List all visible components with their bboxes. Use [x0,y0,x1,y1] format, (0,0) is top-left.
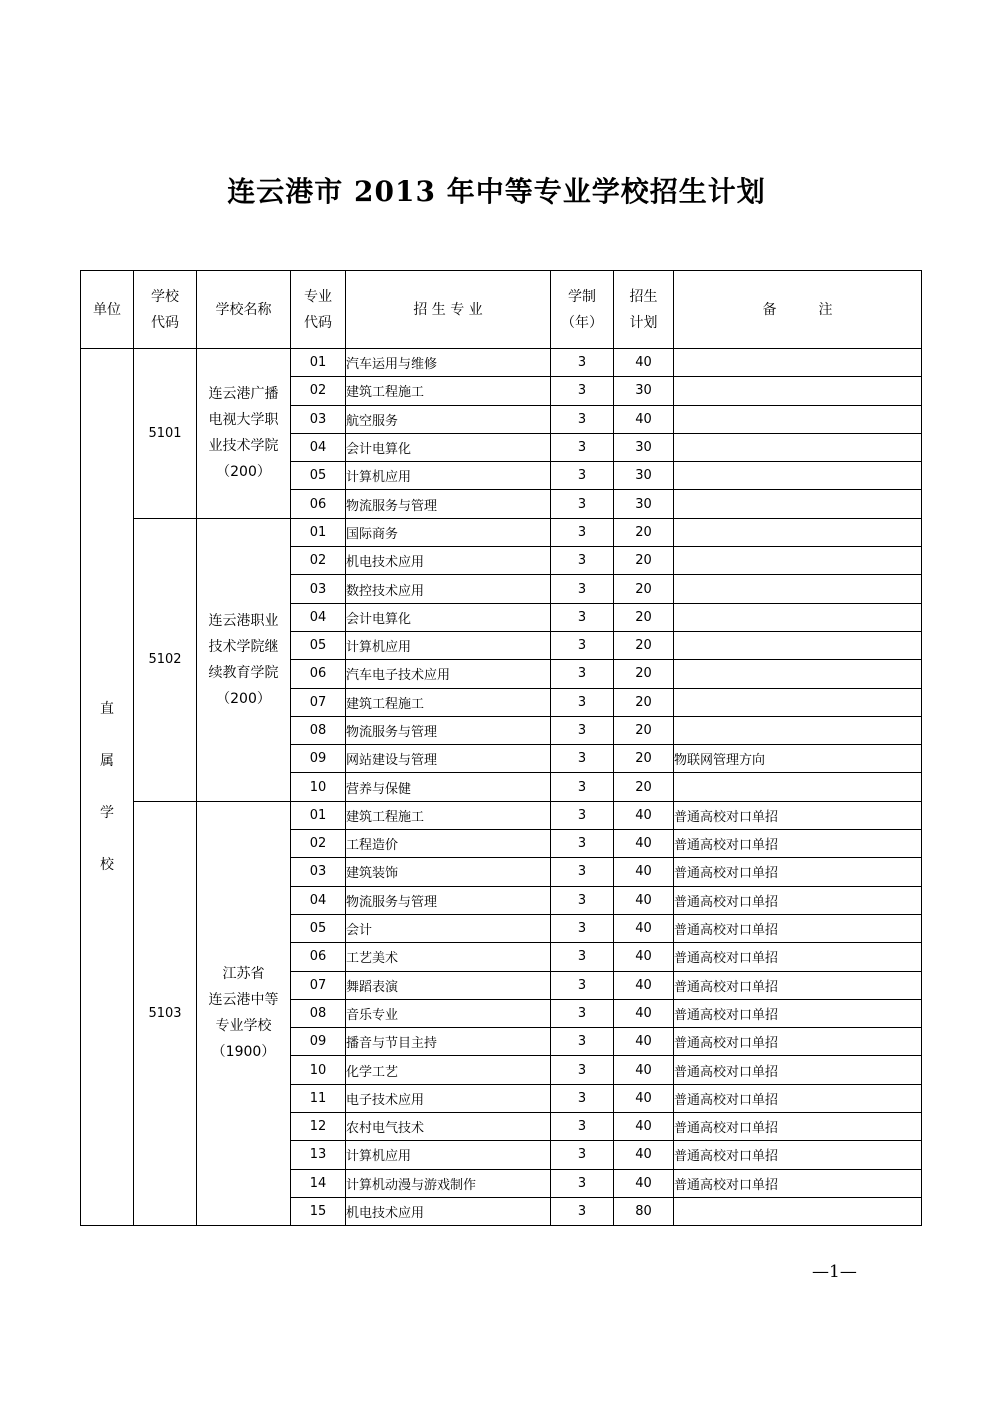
duration-cell: 3 [551,716,614,744]
remark-cell [674,518,922,546]
major-code-cell: 03 [291,858,346,886]
major-code-cell: 15 [291,1197,346,1225]
major-name-cell: 汽车运用与维修 [346,349,551,377]
remark-cell [674,660,922,688]
unit-char: 直 [100,701,114,718]
plan-cell: 30 [614,433,674,461]
table-row [81,518,922,546]
major-name-cell: 会计电算化 [346,603,551,631]
duration-cell: 3 [551,773,614,801]
major-code-cell: 09 [291,1028,346,1056]
remark-cell: 普通高校对口单招 [674,830,922,858]
major-code-cell: 02 [291,547,346,575]
school-name-cell [197,801,291,1225]
major-code-cell: 07 [291,971,346,999]
remark-cell [674,490,922,518]
remark-cell [674,688,922,716]
remark-cell [674,716,922,744]
remark-cell [674,405,922,433]
header-remark: 备 注 [674,271,922,349]
plan-cell: 40 [614,349,674,377]
major-name-cell: 建筑工程施工 [346,688,551,716]
unit-char: 学 [100,805,114,822]
major-code-cell: 07 [291,688,346,716]
major-code-cell: 01 [291,349,346,377]
duration-cell: 3 [551,1113,614,1141]
school-name-line: （200） [216,690,271,707]
school-name-cell [197,518,291,801]
duration-cell: 3 [551,377,614,405]
major-name-cell: 机电技术应用 [346,1197,551,1225]
major-name-cell: 数控技术应用 [346,575,551,603]
remark-cell: 普通高校对口单招 [674,1113,922,1141]
major-name-cell: 化学工艺 [346,1056,551,1084]
remark-cell: 物联网管理方向 [674,745,922,773]
duration-cell: 3 [551,745,614,773]
remark-cell: 普通高校对口单招 [674,858,922,886]
header-school-code: 学校 代码 [134,271,197,349]
major-code-cell: 04 [291,886,346,914]
school-name-line: 连云港职业 [208,612,279,629]
major-name-cell: 计算机应用 [346,1141,551,1169]
page-number: —1— [812,1262,857,1282]
plan-cell: 20 [614,745,674,773]
school-name-line: （1900） [211,1044,276,1061]
remark-cell: 普通高校对口单招 [674,1028,922,1056]
school-code-cell: 5102 [134,518,197,801]
duration-cell: 3 [551,660,614,688]
enrollment-plan-table [80,270,922,1226]
page-title: 连云港市 2013 年中等专业学校招生计划 [227,175,766,208]
major-code-cell: 05 [291,631,346,659]
plan-cell: 40 [614,1141,674,1169]
duration-cell: 3 [551,575,614,603]
table-row [81,801,922,829]
major-code-cell: 08 [291,716,346,744]
remark-cell [674,377,922,405]
plan-cell: 40 [614,971,674,999]
duration-cell: 3 [551,886,614,914]
remark-cell: 普通高校对口单招 [674,914,922,942]
major-name-cell: 计算机应用 [346,462,551,490]
major-name-cell: 农村电气技术 [346,1113,551,1141]
school-name-line: （200） [216,464,271,481]
major-code-cell: 01 [291,801,346,829]
major-code-cell: 02 [291,377,346,405]
unit-char: 属 [100,753,114,770]
remark-cell: 普通高校对口单招 [674,1084,922,1112]
major-name-cell: 工程造价 [346,830,551,858]
duration-cell: 3 [551,433,614,461]
duration-cell: 3 [551,914,614,942]
major-code-cell: 13 [291,1141,346,1169]
remark-cell: 普通高校对口单招 [674,1169,922,1197]
major-name-cell: 建筑工程施工 [346,377,551,405]
header-duration: 学制 （年） [551,271,614,349]
remark-cell [674,433,922,461]
plan-cell: 40 [614,830,674,858]
major-code-cell: 10 [291,1056,346,1084]
duration-cell: 3 [551,688,614,716]
major-name-cell: 物流服务与管理 [346,490,551,518]
remark-cell [674,462,922,490]
header-major: 招 生 专 业 [346,271,551,349]
major-code-cell: 04 [291,603,346,631]
school-name-line: 连云港中等 [208,992,279,1009]
plan-cell: 40 [614,886,674,914]
plan-cell: 40 [614,801,674,829]
school-name-line: 业技术学院 [208,438,279,455]
header-major-code: 专业 代码 [291,271,346,349]
major-name-cell: 营养与保健 [346,773,551,801]
plan-cell: 40 [614,1169,674,1197]
duration-cell: 3 [551,1169,614,1197]
plan-cell: 20 [614,773,674,801]
major-name-cell: 电子技术应用 [346,1084,551,1112]
major-code-cell: 08 [291,999,346,1027]
duration-cell: 3 [551,1028,614,1056]
school-name-line: 江苏省 [222,966,265,983]
remark-cell: 普通高校对口单招 [674,971,922,999]
major-name-cell: 物流服务与管理 [346,716,551,744]
duration-cell: 3 [551,858,614,886]
plan-cell: 20 [614,631,674,659]
plan-cell: 40 [614,943,674,971]
major-code-cell: 06 [291,943,346,971]
plan-cell: 80 [614,1197,674,1225]
major-code-cell: 03 [291,405,346,433]
duration-cell: 3 [551,349,614,377]
unit-char: 校 [100,857,114,874]
plan-cell: 40 [614,914,674,942]
major-code-cell: 06 [291,660,346,688]
duration-cell: 3 [551,1056,614,1084]
plan-cell: 30 [614,462,674,490]
school-name-line: 连云港广播 [208,386,279,403]
plan-cell: 20 [614,688,674,716]
school-name-cell [197,349,291,519]
school-name-line: 技术学院继 [208,638,279,655]
plan-cell: 30 [614,490,674,518]
major-name-cell: 网站建设与管理 [346,745,551,773]
plan-cell: 40 [614,1084,674,1112]
major-code-cell: 11 [291,1084,346,1112]
duration-cell: 3 [551,801,614,829]
school-name-line: 续教育学院 [208,664,279,681]
duration-cell: 3 [551,490,614,518]
plan-cell: 40 [614,858,674,886]
major-name-cell: 建筑工程施工 [346,801,551,829]
plan-cell: 30 [614,377,674,405]
major-name-cell: 工艺美术 [346,943,551,971]
remark-cell [674,547,922,575]
header-plan: 招生 计划 [614,271,674,349]
major-code-cell: 02 [291,830,346,858]
duration-cell: 3 [551,999,614,1027]
major-code-cell: 12 [291,1113,346,1141]
plan-cell: 40 [614,1056,674,1084]
duration-cell: 3 [551,518,614,546]
major-code-cell: 05 [291,914,346,942]
remark-cell: 普通高校对口单招 [674,801,922,829]
duration-cell: 3 [551,405,614,433]
unit-cell [81,349,134,1226]
school-name-line: 专业学校 [215,1018,272,1035]
remark-cell [674,349,922,377]
major-code-cell: 03 [291,575,346,603]
table-header-row [81,271,922,349]
remark-cell [674,575,922,603]
major-code-cell: 04 [291,433,346,461]
major-code-cell: 09 [291,745,346,773]
major-name-cell: 物流服务与管理 [346,886,551,914]
major-name-cell: 建筑装饰 [346,858,551,886]
remark-cell: 普通高校对口单招 [674,886,922,914]
plan-cell: 40 [614,999,674,1027]
remark-cell [674,603,922,631]
school-code-cell: 5103 [134,801,197,1225]
major-name-cell: 会计 [346,914,551,942]
remark-cell [674,631,922,659]
major-code-cell: 06 [291,490,346,518]
header-unit: 单位 [81,271,134,349]
remark-cell [674,1197,922,1225]
major-name-cell: 汽车电子技术应用 [346,660,551,688]
plan-cell: 20 [614,547,674,575]
plan-cell: 20 [614,518,674,546]
table-body [81,349,922,1226]
plan-cell: 20 [614,716,674,744]
major-code-cell: 10 [291,773,346,801]
major-name-cell: 计算机动漫与游戏制作 [346,1169,551,1197]
remark-cell [674,773,922,801]
header-school-name: 学校名称 [197,271,291,349]
duration-cell: 3 [551,971,614,999]
major-code-cell: 05 [291,462,346,490]
duration-cell: 3 [551,943,614,971]
major-name-cell: 国际商务 [346,518,551,546]
duration-cell: 3 [551,603,614,631]
plan-cell: 20 [614,603,674,631]
major-name-cell: 音乐专业 [346,999,551,1027]
major-name-cell: 播音与节目主持 [346,1028,551,1056]
remark-cell: 普通高校对口单招 [674,999,922,1027]
major-code-cell: 01 [291,518,346,546]
major-name-cell: 航空服务 [346,405,551,433]
duration-cell: 3 [551,1084,614,1112]
duration-cell: 3 [551,547,614,575]
major-code-cell: 14 [291,1169,346,1197]
plan-cell: 40 [614,405,674,433]
major-name-cell: 舞蹈表演 [346,971,551,999]
plan-cell: 40 [614,1113,674,1141]
major-name-cell: 计算机应用 [346,631,551,659]
plan-cell: 40 [614,1028,674,1056]
remark-cell: 普通高校对口单招 [674,1141,922,1169]
table-row [81,349,922,377]
duration-cell: 3 [551,1197,614,1225]
duration-cell: 3 [551,1141,614,1169]
school-name-line: 电视大学职 [208,412,279,429]
plan-cell: 20 [614,575,674,603]
remark-cell: 普通高校对口单招 [674,1056,922,1084]
major-name-cell: 会计电算化 [346,433,551,461]
remark-cell: 普通高校对口单招 [674,943,922,971]
duration-cell: 3 [551,462,614,490]
duration-cell: 3 [551,830,614,858]
school-code-cell: 5101 [134,349,197,519]
plan-cell: 20 [614,660,674,688]
major-name-cell: 机电技术应用 [346,547,551,575]
duration-cell: 3 [551,631,614,659]
